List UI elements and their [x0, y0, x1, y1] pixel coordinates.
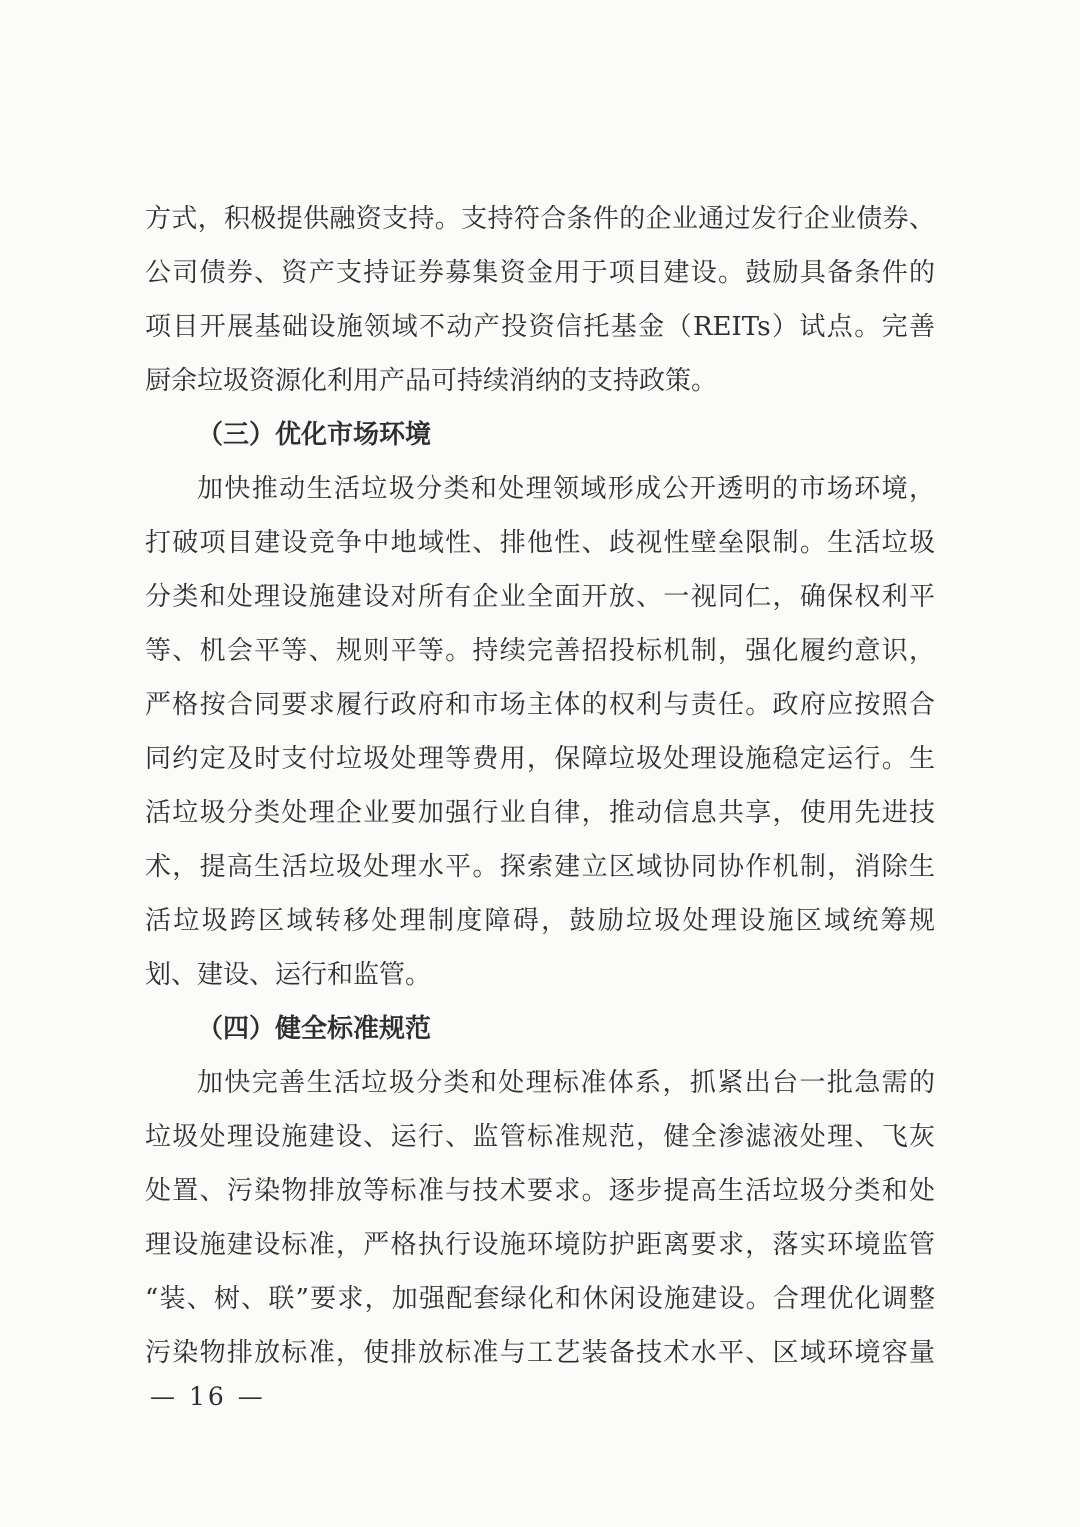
text-line: 等、机会平等、规则平等。持续完善招投标机制，强化履约意识， [145, 636, 935, 666]
text-line: 术，提高生活垃圾处理水平。探索建立区域协同协作机制，消除生 [145, 852, 935, 882]
page-number: — 16 — [150, 1382, 266, 1411]
text-line: 划、建设、运行和监管。 [145, 960, 432, 990]
text-line: 严格按合同要求履行政府和市场主体的权利与责任。政府应按照合 [145, 690, 935, 720]
text-line: 分类和处理设施建设对所有企业全面开放、一视同仁，确保权利平 [145, 582, 935, 612]
text-line: 厨余垃圾资源化利用产品可持续消纳的支持政策。 [145, 366, 718, 396]
text-line: 理设施建设标准，严格执行设施环境防护距离要求，落实环境监管 [145, 1230, 935, 1260]
section-heading-3: （三）优化市场环境 [197, 420, 432, 450]
text-line: 项目开展基础设施领域不动产投资信托基金（REITs）试点。完善 [145, 312, 935, 342]
text-line: 打破项目建设竞争中地域性、排他性、歧视性壁垒限制。生活垃圾 [145, 528, 935, 558]
section-heading-4: （四）健全标准规范 [197, 1014, 432, 1044]
document-body [145, 192, 935, 1380]
text-line: 活垃圾分类处理企业要加强行业自律，推动信息共享，使用先进技 [145, 798, 935, 828]
text-line: 污染物排放标准，使排放标准与工艺装备技术水平、区域环境容量 [145, 1338, 935, 1368]
text-line: 加快完善生活垃圾分类和处理标准体系，抓紧出台一批急需的 [197, 1068, 935, 1098]
text-line: 公司债券、资产支持证券募集资金用于项目建设。鼓励具备条件的 [145, 258, 935, 288]
text-line: 处置、污染物排放等标准与技术要求。逐步提高生活垃圾分类和处 [145, 1176, 935, 1206]
text-line: 垃圾处理设施建设、运行、监管标准规范，健全渗滤液处理、飞灰 [145, 1122, 935, 1152]
text-line: 同约定及时支付垃圾处理等费用，保障垃圾处理设施稳定运行。生 [145, 744, 935, 774]
page-footer [150, 1382, 266, 1411]
text-line: 加快推动生活垃圾分类和处理领域形成公开透明的市场环境， [197, 474, 935, 504]
text-line: “装、树、联”要求，加强配套绿化和休闲设施建设。合理优化调整 [145, 1284, 935, 1314]
text-line: 活垃圾跨区域转移处理制度障碍，鼓励垃圾处理设施区域统筹规 [145, 906, 935, 936]
text-line: 方式，积极提供融资支持。支持符合条件的企业通过发行企业债券、 [145, 204, 935, 234]
